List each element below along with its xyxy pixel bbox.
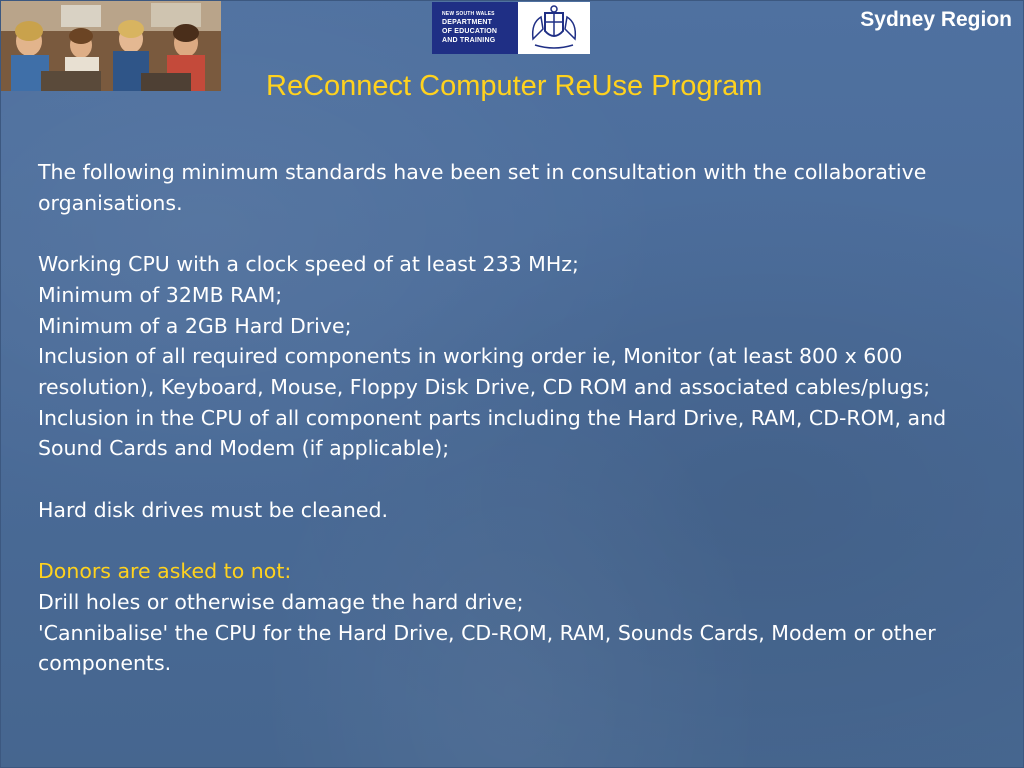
page-title: ReConnect Computer ReUse Program: [266, 70, 763, 102]
logo-line-education: OF EDUCATION: [442, 28, 498, 35]
spacer: [38, 525, 988, 556]
logo-line-training: AND TRAINING: [442, 37, 496, 44]
cleaning-requirement: Hard disk drives must be cleaned.: [38, 497, 389, 522]
standard-item: Inclusion of all required components in working order ie, Monitor (at least 800 x 600 resolution), Keyboard, Mouse, Floppy Disk Drive, CD ROM and associated cables/plugs;: [38, 344, 931, 399]
logo-line-department: DEPARTMENT: [442, 19, 493, 26]
donors-heading: Donors are asked to not:: [38, 559, 292, 584]
department-logo: [432, 2, 590, 54]
logo-wordmark: [432, 2, 518, 54]
standard-item: Inclusion in the CPU of all component parts including the Hard Drive, RAM, CD-ROM, and Sound Cards and Modem (if applicable);: [38, 405, 947, 461]
standard-item: Minimum of 32MB RAM;: [38, 282, 283, 307]
region-label: Sydney Region: [860, 8, 1012, 31]
logo-line-state: NEW SOUTH WALES: [442, 11, 495, 17]
standard-item: Working CPU with a clock speed of at least 233 MHz;: [38, 252, 579, 277]
intro-paragraph: The following minimum standards have been set in consultation with the collaborative organisations.: [38, 160, 927, 215]
standard-item: Minimum of a 2GB Hard Drive;: [38, 313, 352, 338]
slide-body: [38, 157, 988, 679]
donor-rule: 'Cannibalise' the CPU for the Hard Drive, CD-ROM, RAM, Sounds Cards, Modem or other components.: [38, 620, 936, 676]
spacer: [38, 218, 988, 249]
coat-of-arms-icon: [518, 2, 590, 54]
classroom-photo: [1, 1, 221, 91]
donor-rule: Drill holes or otherwise damage the hard drive;: [38, 589, 524, 614]
spacer: [38, 464, 988, 495]
